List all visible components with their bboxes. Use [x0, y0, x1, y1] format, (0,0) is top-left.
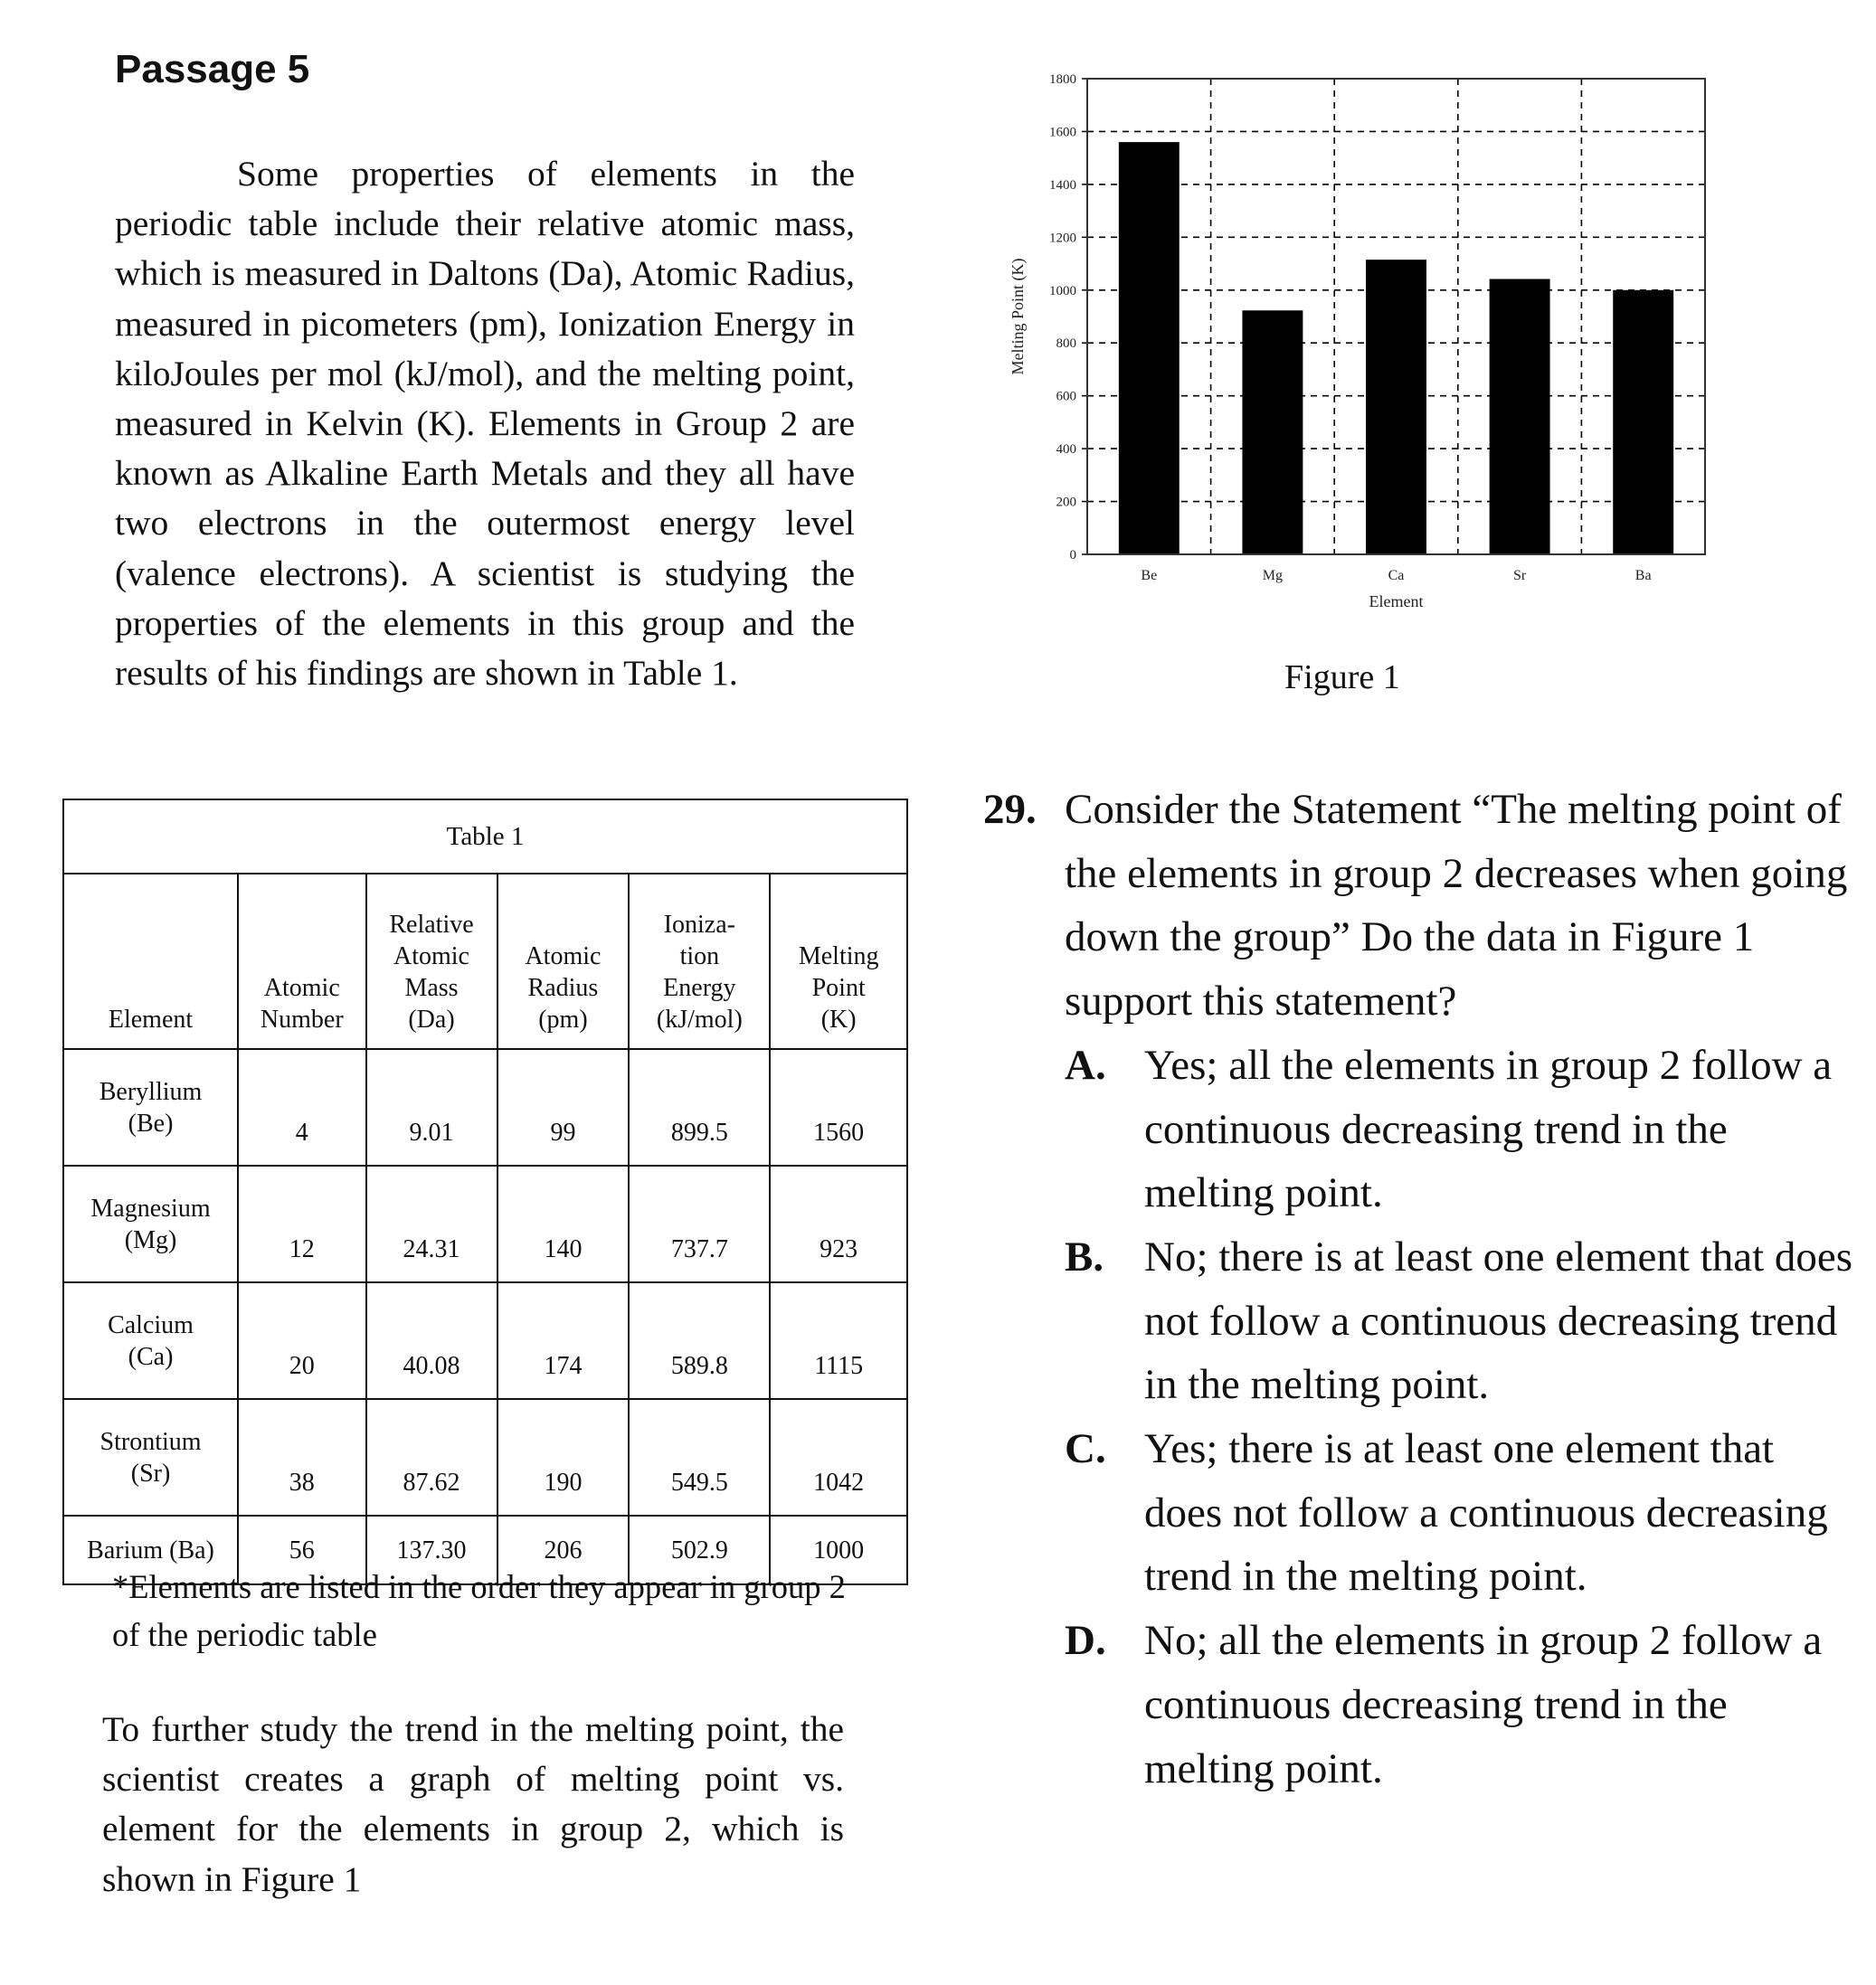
radius-cell: 206 — [497, 1516, 630, 1584]
x-axis-label: Element — [1369, 592, 1424, 610]
table-row — [63, 1166, 907, 1282]
option-text: No; all the elements in group 2 follow a continuous decreasing trend in the melting point. — [1144, 1617, 1823, 1792]
radius-cell: 174 — [497, 1282, 630, 1399]
atomic-number-cell: 4 — [238, 1049, 365, 1166]
atomic-number-cell: 56 — [238, 1516, 365, 1584]
answer-option-a[interactable] — [1065, 1034, 1861, 1225]
y-tick-label: 800 — [1056, 336, 1076, 352]
column-header: Atomic Number — [238, 874, 365, 1049]
x-tick-label: Mg — [1262, 568, 1284, 583]
radius-cell: 99 — [497, 1049, 630, 1166]
intro-text: Some properties of elements in the periodic table include their relative atomic mass, which is measured in Daltons (Da), Atomic Radius, measured in picometers (pm), Ionization Energy in kiloJoules per mol (kJ/mol), and the melting point, measured in Kelvin (K). Elements in Group 2 are known as Alkaline Earth Metals and they all have two electrons in the outermost energy level (valence electrons). A scientist is studying the properties of the elements in this group and the results of his findings are shown in Table 1. — [115, 154, 855, 694]
y-tick-label: 1000 — [1049, 283, 1076, 298]
mass-cell: 137.30 — [366, 1516, 497, 1584]
data-table — [62, 799, 908, 1585]
radius-cell: 140 — [497, 1166, 630, 1282]
x-tick-label: Sr — [1512, 568, 1527, 583]
element-name-cell: Beryllium (Be) — [63, 1049, 238, 1166]
option-text: Yes; all the elements in group 2 follow a continuous decreasing trend in the melting point. — [1144, 1041, 1833, 1217]
ionization-cell: 549.5 — [629, 1399, 770, 1516]
atomic-number-cell: 12 — [238, 1166, 365, 1282]
column-header: Ioniza- tion Energy (kJ/mol) — [629, 874, 770, 1049]
figure-caption: Figure 1 — [1284, 658, 1400, 696]
y-tick-label: 1800 — [1049, 72, 1076, 87]
element-name-cell: Strontium (Sr) — [63, 1399, 238, 1516]
melting-cell: 1560 — [770, 1049, 907, 1166]
melting-point-bar-chart — [1000, 63, 1723, 624]
answer-options — [983, 1034, 1861, 1801]
option-letter: A. — [1065, 1041, 1106, 1089]
column-header: Relative Atomic Mass (Da) — [366, 874, 497, 1049]
melting-cell: 1115 — [770, 1282, 907, 1399]
ionization-cell: 737.7 — [629, 1166, 770, 1282]
y-tick-label: 1200 — [1049, 231, 1076, 246]
mass-cell: 87.62 — [366, 1399, 497, 1516]
column-header: Element — [63, 874, 238, 1049]
column-header: Melting Point (K) — [770, 874, 907, 1049]
bar-ba — [1613, 290, 1673, 554]
ionization-cell: 899.5 — [629, 1049, 770, 1166]
element-name-cell: Calcium (Ca) — [63, 1282, 238, 1399]
table-row — [63, 1049, 907, 1166]
option-text: Yes; there is at least one element that does not follow a continuous decreasing trend in the melting point. — [1144, 1425, 1828, 1601]
answer-option-b[interactable] — [1065, 1225, 1861, 1417]
mass-cell: 9.01 — [366, 1049, 497, 1166]
melting-cell: 1000 — [770, 1516, 907, 1584]
y-tick-label: 0 — [1069, 548, 1076, 562]
table-footnote: *Elements are listed in the order they appear in group 2 of the periodic table — [112, 1568, 846, 1653]
y-tick-label: 200 — [1056, 495, 1076, 510]
table-header-row — [63, 874, 907, 1049]
radius-cell: 190 — [497, 1399, 630, 1516]
answer-option-d[interactable] — [1065, 1609, 1861, 1801]
ionization-cell: 502.9 — [629, 1516, 770, 1584]
option-letter: C. — [1065, 1425, 1106, 1473]
y-axis-label: Melting Point (K) — [1009, 258, 1027, 375]
figure-intro-paragraph: To further study the trend in the melting point, the scientist creates a graph of melting point vs. element for the elements in group 2, which is shown in Figure 1 — [102, 1709, 844, 1899]
melting-cell: 923 — [770, 1166, 907, 1282]
question-29 — [983, 778, 1861, 1801]
element-name-cell: Magnesium (Mg) — [63, 1166, 238, 1282]
x-tick-label: Ca — [1388, 568, 1405, 583]
option-text: No; there is at least one element that does not follow a continuous decreasing trend in the melting point. — [1144, 1233, 1853, 1409]
element-name-cell: Barium (Ba) — [63, 1516, 238, 1584]
bar-sr — [1490, 279, 1550, 554]
bar-mg — [1242, 310, 1303, 554]
table-row — [63, 1399, 907, 1516]
atomic-number-cell: 38 — [238, 1399, 365, 1516]
y-tick-label: 400 — [1056, 442, 1076, 458]
y-tick-label: 1600 — [1049, 125, 1076, 140]
x-tick-label: Ba — [1634, 568, 1652, 583]
atomic-number-cell: 20 — [238, 1282, 365, 1399]
option-letter: D. — [1065, 1617, 1106, 1665]
column-header: Atomic Radius (pm) — [497, 874, 630, 1049]
option-letter: B. — [1065, 1233, 1104, 1281]
intro-paragraph — [115, 149, 855, 698]
mass-cell: 40.08 — [366, 1282, 497, 1399]
answer-option-c[interactable] — [1065, 1417, 1861, 1609]
melting-cell: 1042 — [770, 1399, 907, 1516]
y-tick-label: 600 — [1056, 389, 1076, 404]
question-number: 29. — [983, 786, 1037, 833]
y-tick-label: 1400 — [1049, 177, 1076, 193]
passage-title: Passage 5 — [115, 47, 310, 91]
bar-ca — [1366, 260, 1426, 554]
table-caption: Table 1 — [63, 799, 907, 874]
table-row — [63, 1282, 907, 1399]
question-text: Consider the Statement “The melting point of the elements in group 2 decreases when going down the group” Do the data in Figure 1 support this statement? — [1065, 786, 1848, 1026]
x-tick-label: Be — [1141, 568, 1158, 583]
mass-cell: 24.31 — [366, 1166, 497, 1282]
bar-be — [1119, 142, 1180, 554]
ionization-cell: 589.8 — [629, 1282, 770, 1399]
